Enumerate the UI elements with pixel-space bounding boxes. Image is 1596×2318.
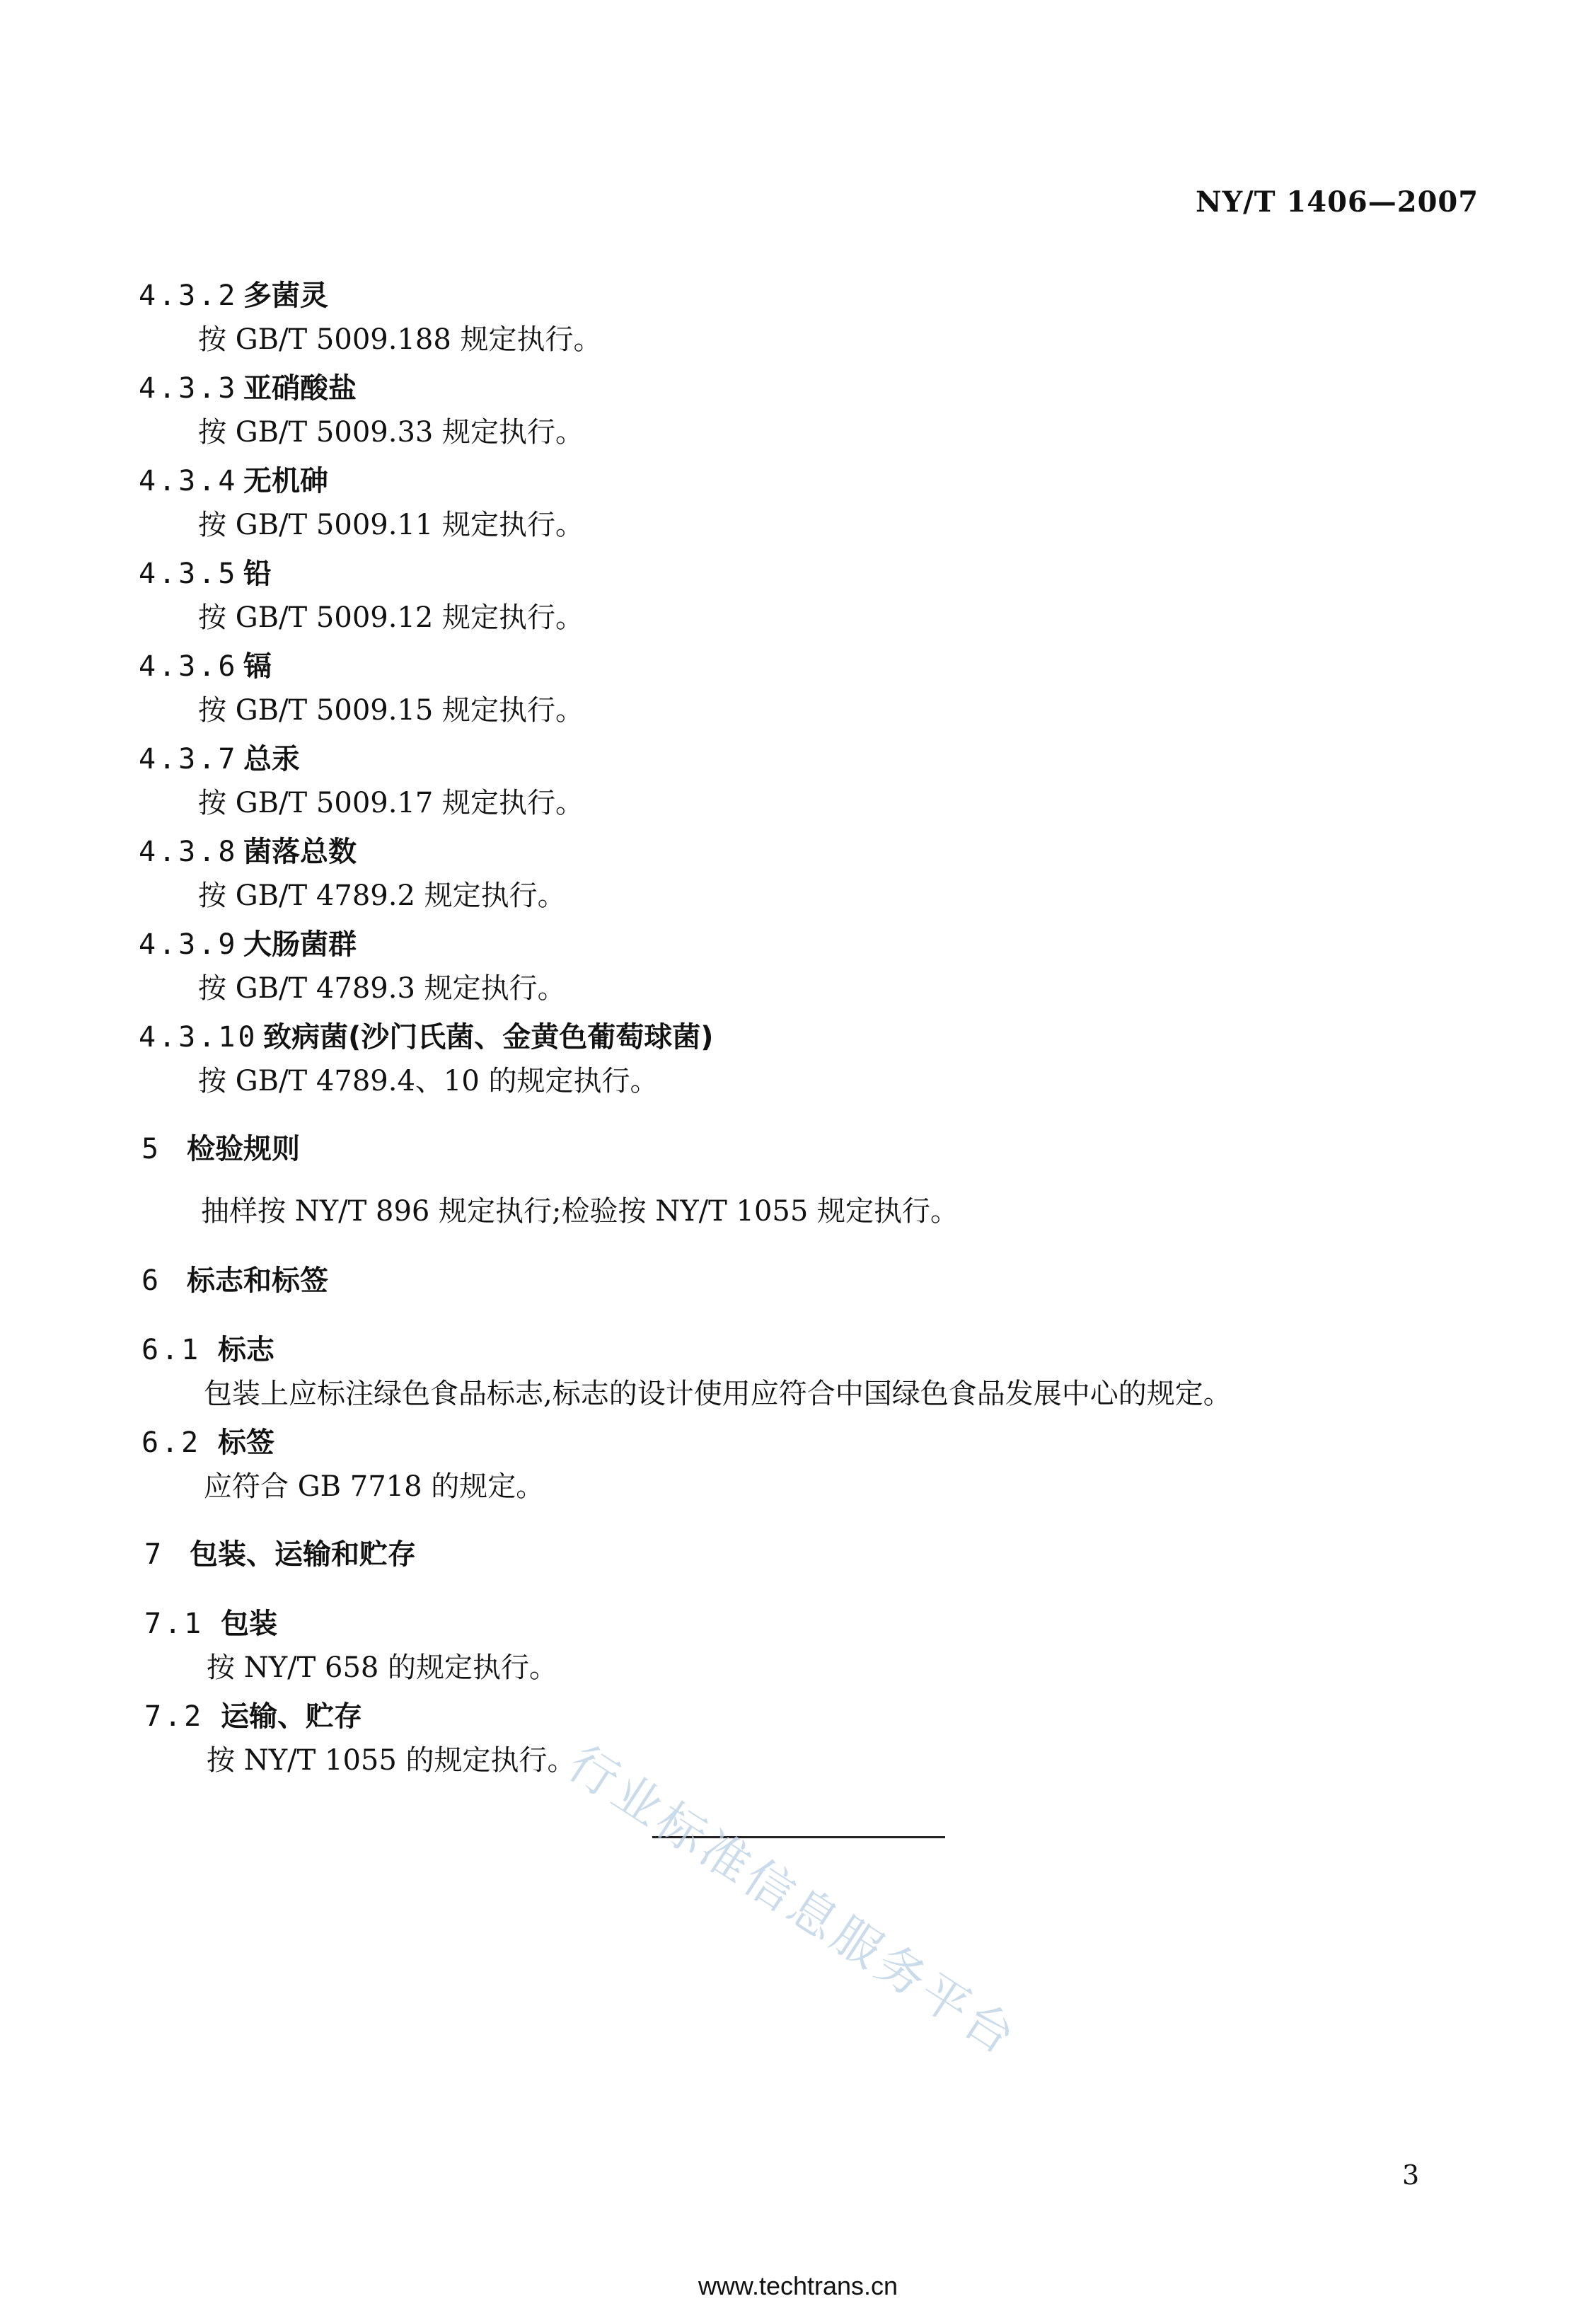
section-heading — [139, 647, 272, 686]
section-number: 4.3.9 — [139, 928, 238, 961]
chapter-heading — [141, 1129, 300, 1169]
chapter-heading — [144, 1535, 416, 1574]
section-number: 6.2 — [141, 1426, 202, 1459]
section-heading — [139, 739, 300, 779]
section-title: 致病菌(沙门氏菌、金黄色葡萄球菌) — [263, 1021, 714, 1054]
section-body: 按 GB/T 4789.3 规定执行。 — [198, 972, 566, 1005]
watermark: 行业标准信息服务平台 — [557, 1735, 1028, 2068]
section-body: 按 GB/T 5009.33 规定执行。 — [198, 416, 584, 449]
section-number: 4.3.2 — [139, 279, 238, 312]
chapter-title: 检验规则 — [187, 1133, 300, 1165]
section-body: 按 GB/T 5009.12 规定执行。 — [198, 601, 584, 634]
section-body: 按 NY/T 658 的规定执行。 — [207, 1651, 558, 1684]
page-number: 3 — [1402, 2160, 1420, 2191]
section-number: 4.3.10 — [139, 1021, 258, 1054]
section-title: 镉 — [243, 650, 272, 683]
section-heading — [141, 1423, 274, 1463]
section-heading — [144, 1697, 362, 1736]
section-title: 无机砷 — [243, 465, 328, 497]
section-body: 按 GB/T 5009.11 规定执行。 — [198, 509, 584, 541]
section-heading — [139, 461, 328, 501]
section-title: 标签 — [218, 1426, 274, 1459]
section-heading — [139, 1017, 714, 1057]
section-number: 4.3.4 — [139, 465, 238, 497]
section-heading — [139, 276, 328, 316]
section-title: 铅 — [243, 558, 272, 590]
section-title: 大肠菌群 — [243, 928, 357, 961]
section-number: 4.3.6 — [139, 650, 238, 683]
section-heading — [141, 1330, 274, 1370]
chapter-heading — [141, 1261, 328, 1301]
section-heading — [139, 554, 272, 594]
document-code-header: NY/T 1406—2007 — [1196, 185, 1479, 219]
section-heading — [139, 925, 357, 964]
section-body: 包装上应标注绿色食品标志,标志的设计使用应符合中国绿色食品发展中心的规定。 — [204, 1378, 1232, 1410]
section-number: 6.1 — [141, 1334, 202, 1366]
chapter-title: 包装、运输和贮存 — [190, 1538, 416, 1571]
section-number: 4.3.8 — [139, 836, 238, 868]
section-title: 总汞 — [243, 743, 300, 775]
section-body: 按 GB/T 4789.2 规定执行。 — [198, 880, 566, 912]
section-body: 按 GB/T 4789.4、10 的规定执行。 — [198, 1065, 659, 1097]
section-title: 亚硝酸盐 — [243, 372, 357, 405]
chapter-number: 6 — [141, 1264, 162, 1297]
section-title: 标志 — [218, 1334, 274, 1366]
section-title: 运输、贮存 — [221, 1700, 362, 1733]
section-number: 7.1 — [144, 1608, 204, 1640]
section-body: 按 GB/T 5009.188 规定执行。 — [198, 323, 602, 356]
section-body: 应符合 GB 7718 的规定。 — [204, 1470, 545, 1503]
section-body: 按 NY/T 1055 的规定执行。 — [207, 1744, 576, 1777]
chapter-title: 标志和标签 — [187, 1264, 328, 1297]
section-heading — [139, 369, 357, 408]
footer-url: www.techtrans.cn — [698, 2271, 898, 2300]
section-number: 4.3.7 — [139, 743, 238, 775]
section-number: 4.3.3 — [139, 372, 238, 405]
chapter-number: 5 — [141, 1133, 162, 1165]
section-title: 包装 — [221, 1608, 277, 1640]
section-body: 按 GB/T 5009.15 规定执行。 — [198, 694, 584, 727]
section-heading — [139, 832, 357, 872]
section-title: 菌落总数 — [243, 836, 357, 868]
section-number: 7.2 — [144, 1700, 204, 1733]
section-number: 4.3.5 — [139, 558, 238, 590]
section-body: 按 GB/T 5009.17 规定执行。 — [198, 787, 584, 819]
section-heading — [144, 1604, 277, 1644]
section-title: 多菌灵 — [243, 279, 328, 312]
chapter-body: 抽样按 NY/T 896 规定执行;检验按 NY/T 1055 规定执行。 — [201, 1195, 959, 1228]
chapter-number: 7 — [144, 1538, 165, 1571]
